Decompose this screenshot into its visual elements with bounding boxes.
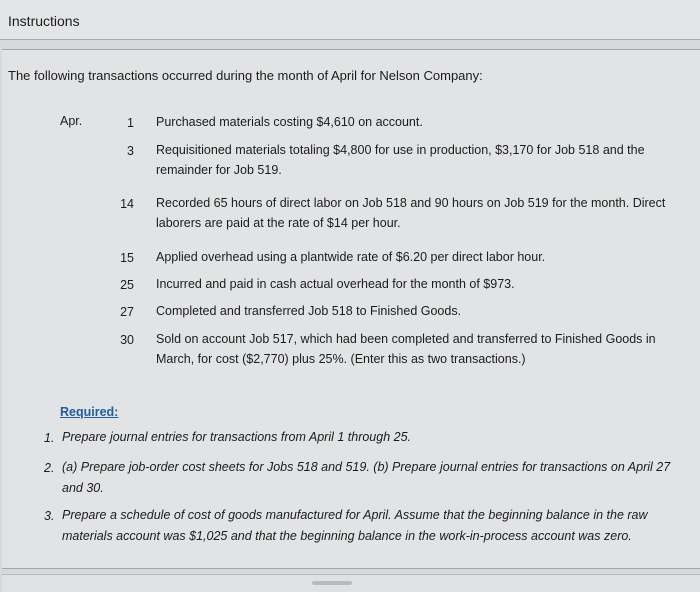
required-item-text: Prepare a schedule of cost of goods manufactured for April. Assume that the beginning balance in the raw materials account was $1,025 and that the beginning balance in the work-in-process account was zero. xyxy=(62,508,648,543)
transaction-text: Requisitioned materials totaling $4,800 for use in production, $3,170 for Job 518 and the remainder for Job 519. xyxy=(156,143,645,177)
instructions-panel xyxy=(2,49,700,569)
transaction-day: 25 xyxy=(120,278,134,292)
transaction-text: Purchased materials costing $4,610 on account. xyxy=(156,115,423,129)
required-item-number: 1. xyxy=(44,431,55,445)
month-label: Apr. xyxy=(60,114,83,128)
transaction-day: 3 xyxy=(127,144,134,158)
transaction-day: 15 xyxy=(120,251,134,265)
transaction-day: 27 xyxy=(120,305,134,319)
transaction-day: 1 xyxy=(127,116,134,130)
required-item-number: 3. xyxy=(44,509,55,523)
transaction-text: Recorded 65 hours of direct labor on Job 518 and 90 hours on Job 519 for the month. Direct laborers are paid at the rate of $14 per hour. xyxy=(156,196,666,230)
required-item-text: Prepare journal entries for transactions from April 1 through 25. xyxy=(62,430,412,444)
problem-intro: The following transactions occurred during the month of April for Nelson Company: xyxy=(8,68,483,83)
horizontal-scrollbar[interactable] xyxy=(2,574,700,592)
transaction-day: 30 xyxy=(120,333,134,347)
transaction-text: Completed and transferred Job 518 to Finished Goods. xyxy=(156,304,462,318)
transaction-text: Incurred and paid in cash actual overhead for the month of $973. xyxy=(156,277,515,291)
instructions-header xyxy=(0,0,700,40)
required-item-text: (a) Prepare job-order cost sheets for Jobs 518 and 519. (b) Prepare journal entries for transactions on April 27 and 30. xyxy=(62,460,671,495)
required-heading: Required: xyxy=(60,405,119,419)
transaction-text: Sold on account Job 517, which had been completed and transferred to Finished Goods in March, for cost ($2,770) plus 25%. (Enter this as two transactions.) xyxy=(156,332,656,366)
transaction-text: Applied overhead using a plantwide rate of $6.20 per direct labor hour. xyxy=(156,250,546,264)
scrollbar-thumb[interactable] xyxy=(312,581,352,585)
required-item-number: 2. xyxy=(44,461,55,475)
transaction-day: 14 xyxy=(120,197,134,211)
window-title: Instructions xyxy=(8,13,80,29)
